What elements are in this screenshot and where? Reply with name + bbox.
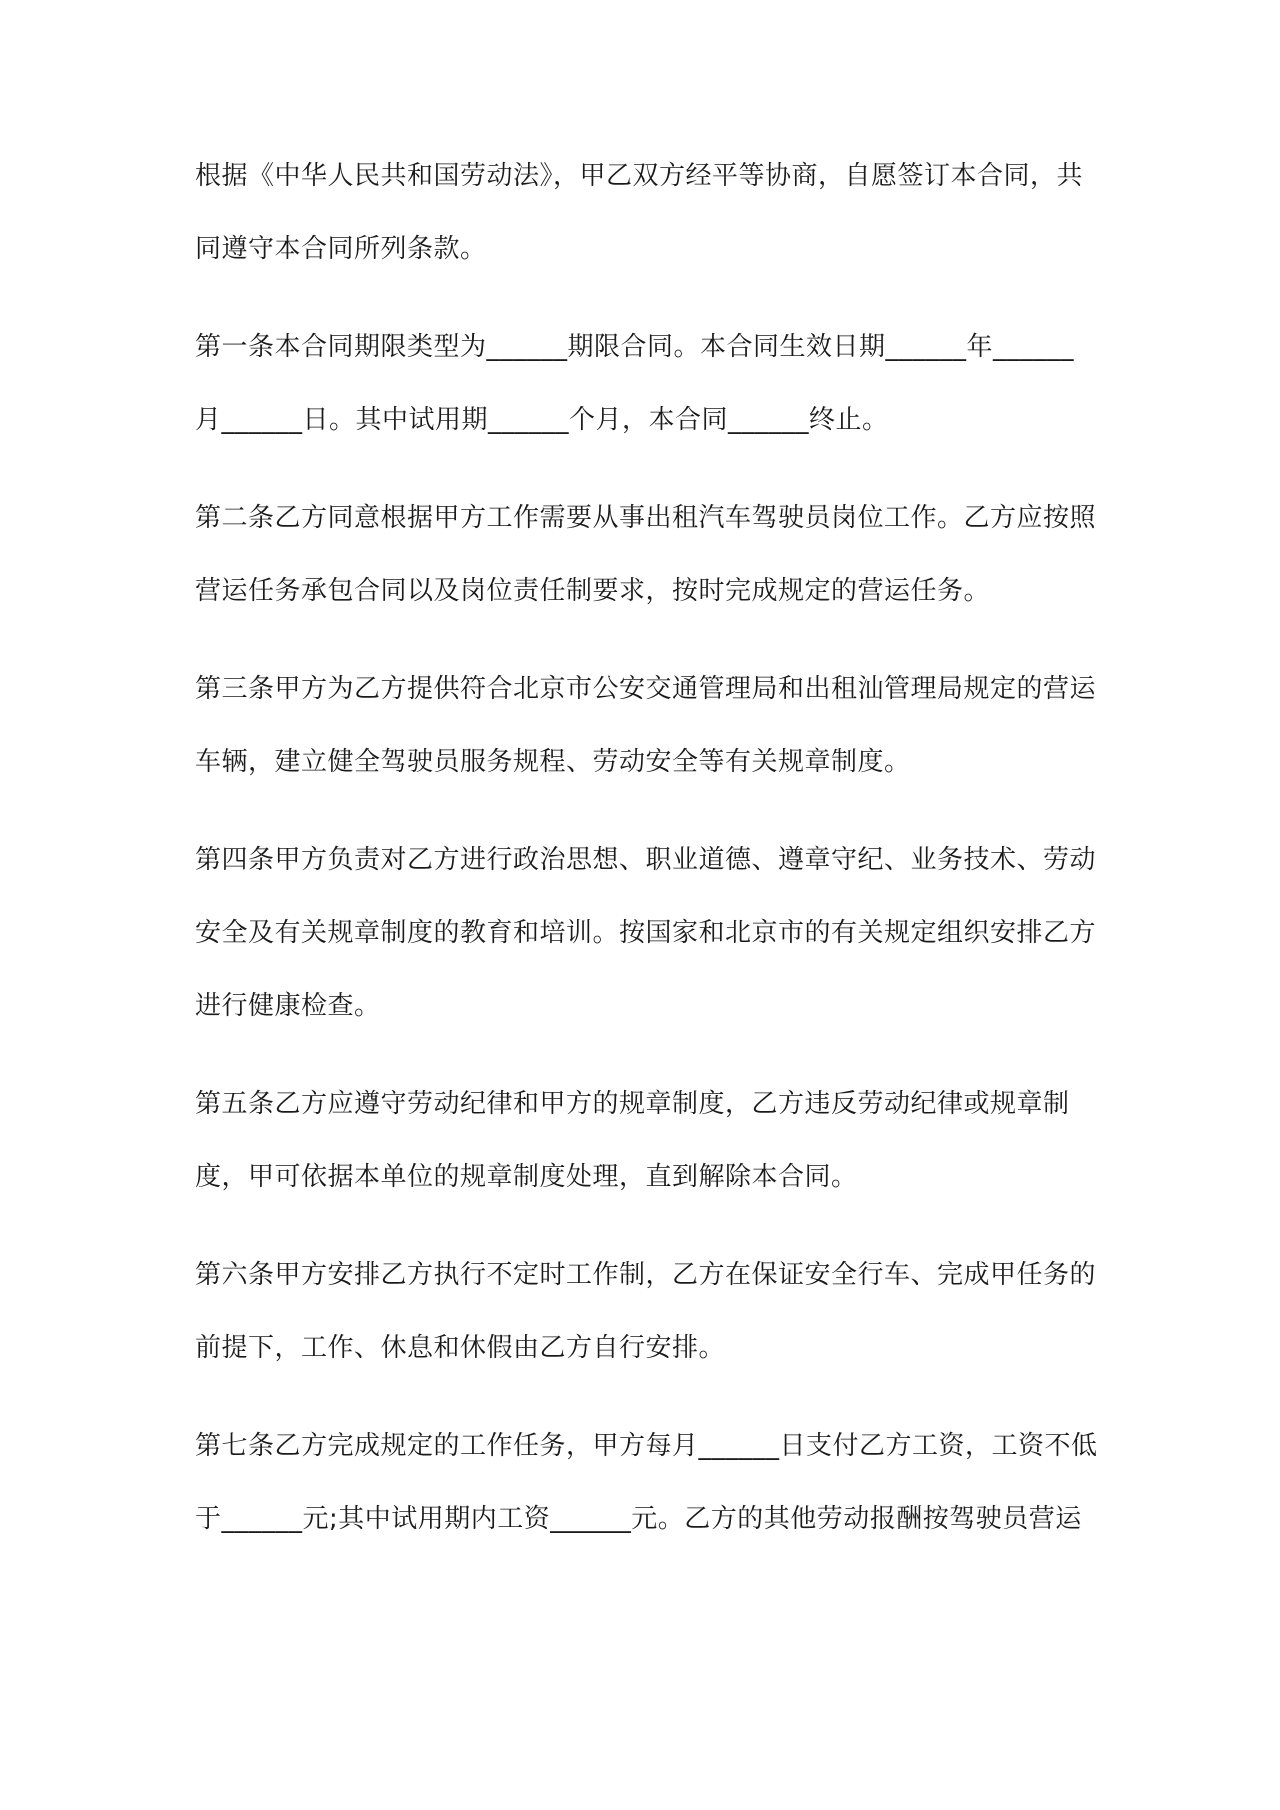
- text-line: 于______元;其中试用期内工资______元。乙方的其他劳动报酬按驾驶员营运: [195, 1504, 1082, 1534]
- paragraph-article-6: [195, 1257, 1097, 1366]
- text-line: 前提下，工作、休息和休假由乙方自行安排。: [195, 1333, 726, 1363]
- text-line: 进行健康检查。: [195, 991, 381, 1021]
- text-line: 第一条本合同期限类型为______期限合同。本合同生效日期______年______: [195, 332, 1075, 362]
- text-line: 第三条甲方为乙方提供符合北京市公安交通管理局和出租汕管理局规定的营运: [195, 674, 1097, 704]
- paragraph-article-4: [195, 842, 1097, 1024]
- text-line: 月______日。其中试用期______个月，本合同______终止。: [195, 405, 889, 435]
- text-line: 第七条乙方完成规定的工作任务，甲方每月______日支付乙方工资，工资不低: [195, 1431, 1098, 1461]
- text-line: 第六条甲方安排乙方执行不定时工作制，乙方在保证安全行车、完成甲任务的: [195, 1260, 1097, 1290]
- paragraph-article-5: [195, 1086, 1085, 1195]
- paragraph-preamble: [195, 158, 1085, 267]
- text-line: 安全及有关规章制度的教育和培训。按国家和北京市的有关规定组织安排乙方: [195, 918, 1097, 948]
- paragraph-article-2: [195, 500, 1097, 609]
- text-line: 度，甲可依据本单位的规章制度处理，直到解除本合同。: [195, 1162, 858, 1192]
- text-line: 根据《中华人民共和国劳动法》，甲乙双方经平等协商，自愿签订本合同，共: [195, 161, 1084, 191]
- text-line: 车辆，建立健全驾驶员服务规程、劳动安全等有关规章制度。: [195, 747, 911, 777]
- paragraph-article-3: [195, 671, 1097, 780]
- contract-body: [195, 158, 1098, 1599]
- paragraph-article-1: [195, 329, 1085, 438]
- paragraph-article-7: [195, 1428, 1098, 1537]
- text-line: 第二条乙方同意根据甲方工作需要从事出租汽车驾驶员岗位工作。乙方应按照: [195, 503, 1097, 533]
- text-line: 第四条甲方负责对乙方进行政治思想、职业道德、遵章守纪、业务技术、劳动: [195, 845, 1097, 875]
- text-line: 营运任务承包合同以及岗位责任制要求，按时完成规定的营运任务。: [195, 576, 991, 606]
- text-line: 第五条乙方应遵守劳动纪律和甲方的规章制度，乙方违反劳动纪律或规章制: [195, 1089, 1070, 1119]
- text-line: 同遵守本合同所列条款。: [195, 234, 487, 264]
